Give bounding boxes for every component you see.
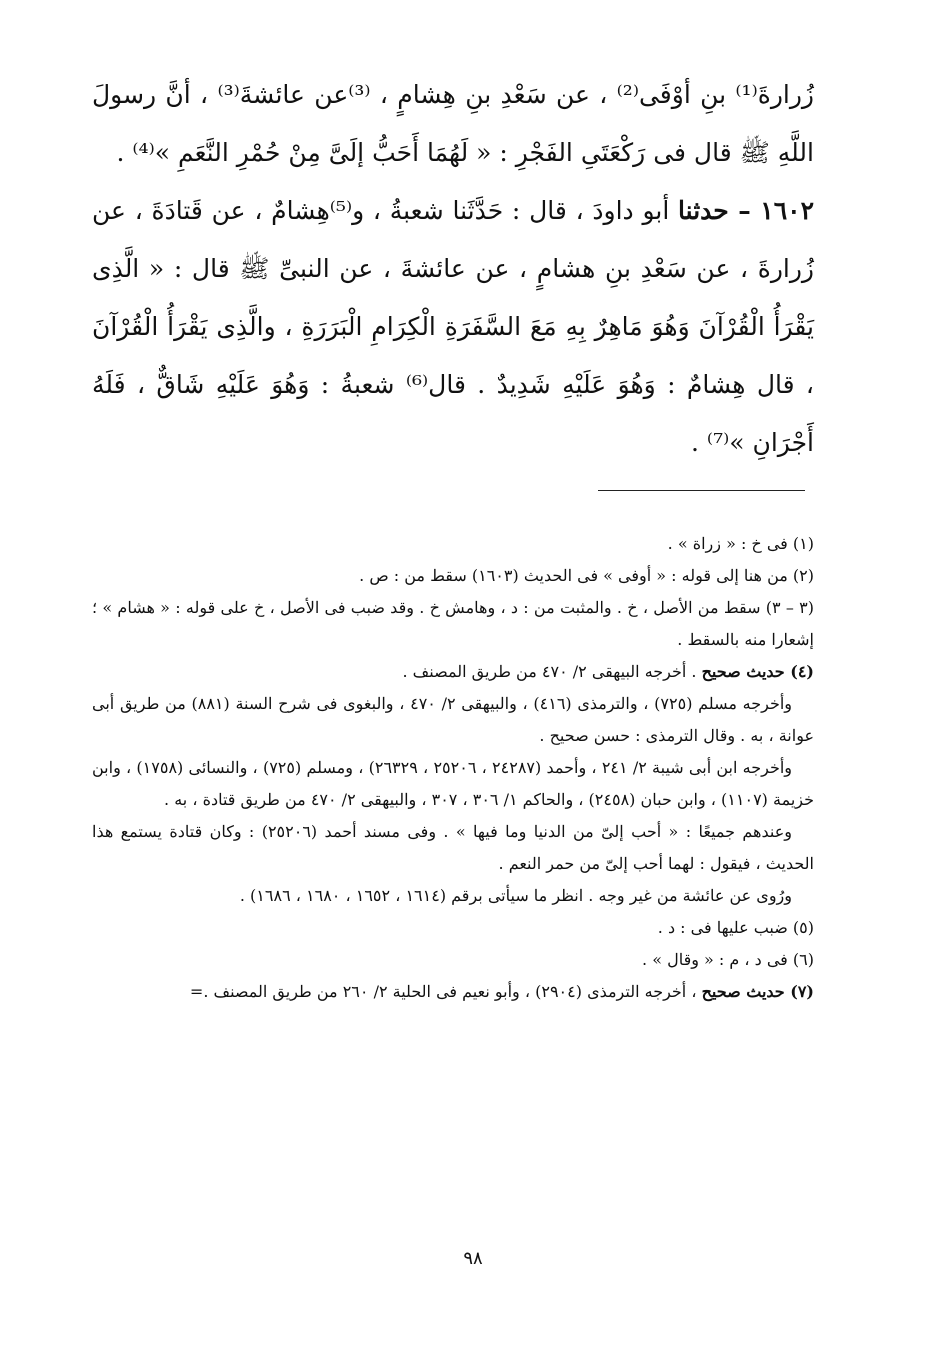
footnote-4-para-2: وأخرجه مسلم (٧٢٥) ، والترمذى (٤١٦) ، والبيهقى ٢/ ٤٧٠ ، والبغوى فى شرح السنة (٨٨١) من طريق أبى عوانة ، به . وقال الترمذى : حسن صحيح . — [92, 694, 814, 745]
footnote-5: (٥) ضبب عليها فى : د . — [657, 918, 814, 937]
footnote-7-grade: (٧) حديث صحيح — [701, 982, 814, 1001]
hadith-body: أبو داودَ ، قال : حَدَّثَنا شعبةُ ، و⁽⁵⁾هِشامٌ ، عن قَتادَةَ ، عن زُرارةَ ، عن سَعْدِ بنِ هشامٍ ، عن عائشةَ ، عن النبىِّ ﷺ قال : « الَّذِى يَقْرَأُ الْقُرْآنَ وَهُوَ مَاهِرٌ بِهِ مَعَ السَّفَرَةِ الْكِرَامِ الْبَرَرَةِ ، والَّذِى يَقْرَأُ الْقُرْآنَ ، قال هِشامٌ : وَهُوَ عَلَيْهِ شَدِيدٌ . قال⁽⁶⁾ شعبةُ : وَهُوَ عَلَيْهِ شَاقٌّ ، فَلَهُ أَجْرَانِ »⁽⁷⁾ . — [92, 196, 814, 457]
footnote-4-para-4: وعندهم جميعًا : « أحب إلىّ من الدنيا وما فيها » . وفى مسند أحمد (٢٥٢٠٦) : وكان قتادة يستمع هذا الحديث ، فيقول : لهما أحب إلىّ من حمر النعم . — [92, 822, 814, 873]
footnote-6: (٦) فى د ، م : « وقال » . — [642, 950, 814, 969]
footnote-4-para-3: وأخرجه ابن أبى شيبة ٢/ ٢٤١ ، وأحمد (٢٤٢٨٧ ، ٢٥٢٠٦ ، ٢٦٣٢٩) ، ومسلم (٧٢٥) ، والنسائى (١٧٥٨) ، وابن خزيمة (١١٠٧) ، وابن حبان (٢٤٥٨) ، والحاكم ١/ ٣٠٦ ، ٣٠٧ ، والبيهقى ٢/ ٤٧٠ من طريق قتادة ، به . — [92, 758, 814, 809]
footnote-7-text: ، أخرجه الترمذى (٢٩٠٤) ، وأبو نعيم فى الحلية ٢/ ٢٦٠ من طريق المصنف .= — [189, 982, 697, 1001]
page-number: ٩٨ — [463, 1248, 483, 1269]
footnote-7 — [92, 976, 814, 1008]
hadith-text-block — [92, 66, 814, 472]
hadith-paragraph-1: زُرارةَ⁽¹⁾ بنِ أوْفَى⁽²⁾ ، عن سَعْدِ بنِ هِشامٍ ، ⁽³⁾عن عائشةَ⁽³⁾ ، أنَّ رسولَ اللَّهِ ﷺ قال فى رَكْعَتَىِ الفَجْرِ : « لَهُمَا أَحَبُّ إلَىَّ مِنْ حُمْرِ النَّعَمِ »⁽⁴⁾ . — [92, 80, 814, 167]
footnote-4-para-5: ورُوى عن عائشة من غير وجه . انظر ما سيأتى برقم (١٦١٤ ، ١٦٥٢ ، ١٦٨٠ ، ١٦٨٦) . — [239, 886, 792, 905]
footnote-4-grade: (٤) حديث صحيح — [701, 662, 814, 681]
hadith-paragraph-2 — [92, 182, 814, 472]
footnote-divider — [598, 490, 805, 491]
footnote-2: (٢) من هنا إلى قوله : « أوفى » فى الحديث (١٦٠٣) سقط من : ص . — [359, 566, 814, 585]
hadith-number: ١٦٠٢ – حدثنا — [678, 196, 814, 225]
footnote-4-text: . أخرجه البيهقى ٢/ ٤٧٠ من طريق المصنف . — [402, 662, 697, 681]
footnote-1: (١) فى خ : « زراة » . — [667, 534, 814, 553]
footnote-4 — [92, 656, 814, 688]
footnote-3: (٣ – ٣) سقط من الأصل ، خ . والمثبت من : د ، وهامش خ . وقد ضبب فى الأصل ، خ على قوله : « هشام » ؛ إشعارا منه بالسقط . — [92, 598, 815, 649]
footnotes — [92, 528, 814, 1008]
